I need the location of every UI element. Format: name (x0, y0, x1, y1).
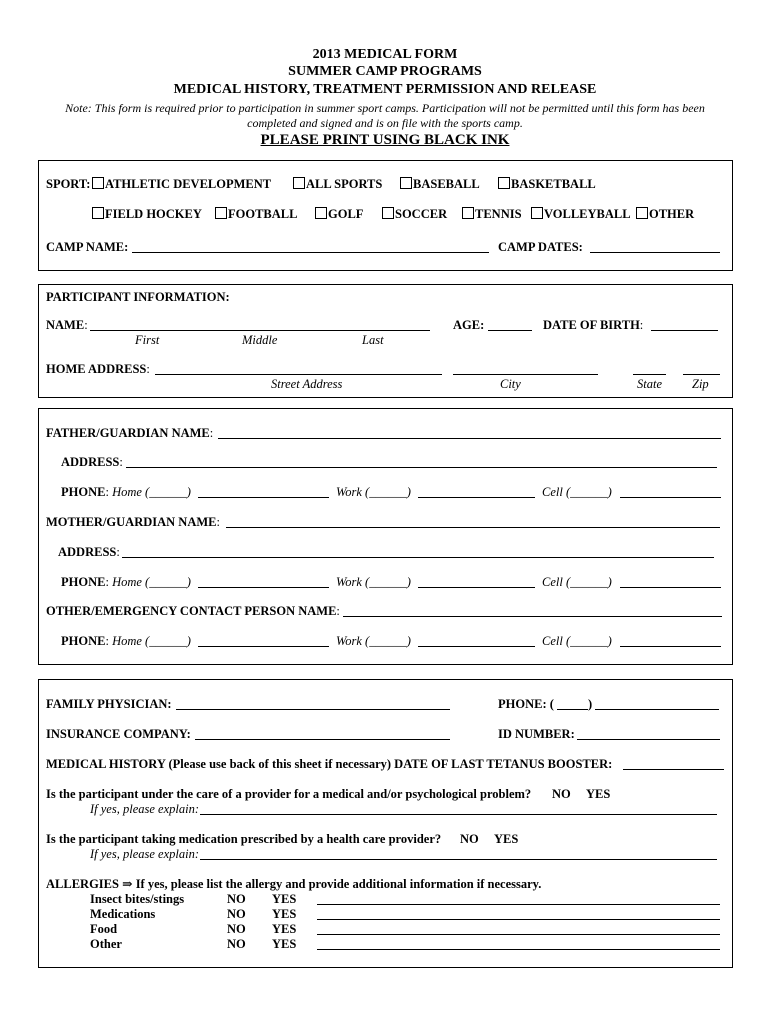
camp-name-label: CAMP NAME: (46, 240, 129, 254)
sport-option-field-hockey[interactable]: FIELD HOCKEY (92, 207, 202, 221)
last-caption: Last (362, 333, 384, 347)
father-cell-label: Cell (______) (542, 485, 612, 499)
physician-phone-field[interactable] (595, 709, 719, 710)
medication-explain-label: If yes, please explain: (90, 847, 199, 861)
father-name-label: FATHER/GUARDIAN NAME (46, 426, 210, 440)
emergency-phone-label: PHONE (61, 634, 106, 648)
father-name-field[interactable] (218, 438, 721, 439)
mother-home-phone-field[interactable] (198, 587, 329, 588)
participant-name-field[interactable] (90, 330, 430, 331)
checkbox-icon[interactable] (382, 207, 394, 219)
mother-address-field[interactable] (122, 557, 714, 558)
emergency-home-phone-field[interactable] (198, 646, 329, 647)
arrow-right-icon: ⇒ (122, 877, 133, 891)
allergy-insect-no[interactable]: NO (227, 892, 246, 906)
allergy-food-field[interactable] (317, 934, 720, 935)
city-caption: City (500, 377, 521, 391)
father-home-phone-field[interactable] (198, 497, 329, 498)
sport-option-volleyball[interactable]: VOLLEYBALL (531, 207, 631, 221)
checkbox-icon[interactable] (315, 207, 327, 219)
camp-dates-field[interactable] (590, 252, 720, 253)
allergy-other-no[interactable]: NO (227, 937, 246, 951)
first-caption: First (135, 333, 160, 347)
dob-label: DATE OF BIRTH (543, 318, 640, 332)
sport-option-golf[interactable]: GOLF (315, 207, 363, 221)
allergy-insect-yes[interactable]: YES (272, 892, 297, 906)
insurance-label: INSURANCE COMPANY: (46, 727, 191, 741)
participant-heading: PARTICIPANT INFORMATION: (46, 290, 230, 304)
provider-care-yes[interactable]: YES (586, 787, 611, 801)
mother-address-label: ADDRESS (58, 545, 117, 559)
mother-name-label: MOTHER/GUARDIAN NAME (46, 515, 217, 529)
allergy-food-no[interactable]: NO (227, 922, 246, 936)
home-address-label: HOME ADDRESS (46, 362, 147, 376)
physician-field[interactable] (176, 709, 450, 710)
mother-work-phone-field[interactable] (418, 587, 535, 588)
father-address-field[interactable] (126, 467, 717, 468)
provider-care-question: Is the participant under the care of a provider for a medical and/or psychological problem? (46, 787, 532, 801)
medication-yes[interactable]: YES (494, 832, 519, 846)
allergy-medications-label: Medications (90, 907, 156, 921)
zip-caption: Zip (692, 377, 709, 391)
middle-caption: Middle (242, 333, 278, 347)
camp-dates-label: CAMP DATES: (498, 240, 583, 254)
father-work-phone-field[interactable] (418, 497, 535, 498)
emergency-contact-field[interactable] (343, 616, 722, 617)
checkbox-icon[interactable] (462, 207, 474, 219)
form-title-year: 2013 MEDICAL FORM (312, 47, 458, 62)
insurance-field[interactable] (195, 739, 450, 740)
age-field[interactable] (488, 330, 532, 331)
emergency-cell-phone-field[interactable] (620, 646, 721, 647)
sport-option-tennis[interactable]: TENNIS (462, 207, 522, 221)
allergy-food-label: Food (90, 922, 118, 936)
zip-field[interactable] (683, 374, 720, 375)
checkbox-icon[interactable] (293, 177, 305, 189)
form-title-programs: SUMMER CAMP PROGRAMS (288, 64, 482, 79)
emergency-work-label: Work (______) (336, 634, 411, 648)
checkbox-icon[interactable] (531, 207, 543, 219)
state-caption: State (637, 377, 662, 391)
father-cell-phone-field[interactable] (620, 497, 721, 498)
emergency-contact-label: OTHER/EMERGENCY CONTACT PERSON NAME (46, 604, 337, 618)
mother-phone-label: PHONE (61, 575, 106, 589)
print-instruction: PLEASE PRINT USING BLACK INK (260, 132, 510, 148)
sport-option-other[interactable]: OTHER (636, 207, 694, 221)
mother-cell-label: Cell (______) (542, 575, 612, 589)
physician-phone-close: ) (588, 697, 593, 711)
name-label: NAME (46, 318, 85, 332)
allergies-instruction: If yes, please list the allergy and provide additional information if necessary. (135, 877, 542, 891)
sport-option-football[interactable]: FOOTBALL (215, 207, 297, 221)
provider-care-explain-label: If yes, please explain: (90, 802, 199, 816)
mother-name-field[interactable] (226, 527, 720, 528)
father-work-label: Work (______) (336, 485, 411, 499)
father-phone-label: PHONE (61, 485, 106, 499)
allergy-medications-no[interactable]: NO (227, 907, 246, 921)
medical-history-label: MEDICAL HISTORY (Please use back of this sheet if necessary) DATE OF LAST TETANUS BOOSTER: (46, 757, 613, 771)
sport-option-all-sports[interactable]: ALL SPORTS (293, 177, 382, 191)
checkbox-icon[interactable] (92, 207, 104, 219)
checkbox-icon[interactable] (215, 207, 227, 219)
tetanus-booster-field[interactable] (623, 769, 724, 770)
contacts-section (38, 408, 733, 665)
id-number-label: ID NUMBER: (498, 727, 575, 741)
medication-no[interactable]: NO (460, 832, 479, 846)
sport-option-athletic-development[interactable]: ATHLETIC DEVELOPMENT (92, 177, 271, 191)
id-number-field[interactable] (577, 739, 720, 740)
age-label: AGE: (453, 318, 485, 332)
mother-work-label: Work (______) (336, 575, 411, 589)
provider-care-explain-field[interactable] (200, 814, 717, 815)
medication-explain-field[interactable] (200, 859, 717, 860)
dob-field[interactable] (651, 330, 718, 331)
physician-label: FAMILY PHYSICIAN: (46, 697, 172, 711)
father-address-label: ADDRESS (61, 455, 120, 469)
state-field[interactable] (633, 374, 666, 375)
medication-question: Is the participant taking medication prescribed by a health care provider? (46, 832, 442, 846)
form-title-release: MEDICAL HISTORY, TREATMENT PERMISSION AND RELEASE (173, 82, 597, 97)
physician-area-code-field[interactable] (557, 709, 588, 710)
allergy-medications-yes[interactable]: YES (272, 907, 297, 921)
sport-label: SPORT: (46, 177, 91, 191)
form-note-line1: Note: This form is required prior to participation in summer sport camps. Participation will not be permitted until this form has been (65, 101, 705, 115)
medical-section (38, 679, 733, 968)
allergy-food-yes[interactable]: YES (272, 922, 297, 936)
form-note-line2: completed and signed and is on file with the sports camp. (247, 116, 523, 130)
allergy-insect-label: Insect bites/stings (90, 892, 185, 906)
allergy-other-yes[interactable]: YES (272, 937, 297, 951)
mother-cell-phone-field[interactable] (620, 587, 721, 588)
allergy-other-field[interactable] (317, 949, 720, 950)
allergies-label: ALLERGIES (46, 877, 119, 891)
sport-option-soccer[interactable]: SOCCER (382, 207, 447, 221)
checkbox-icon[interactable] (92, 177, 104, 189)
checkbox-icon[interactable] (498, 177, 510, 189)
checkbox-icon[interactable] (400, 177, 412, 189)
emergency-work-phone-field[interactable] (418, 646, 535, 647)
allergy-other-label: Other (90, 937, 122, 951)
camp-name-field[interactable] (132, 252, 489, 253)
emergency-cell-label: Cell (______) (542, 634, 612, 648)
sport-option-basketball[interactable]: BASKETBALL (498, 177, 596, 191)
street-caption: Street Address (271, 377, 343, 391)
allergy-medications-field[interactable] (317, 919, 720, 920)
sport-option-baseball[interactable]: BASEBALL (400, 177, 480, 191)
street-address-field[interactable] (155, 374, 442, 375)
city-field[interactable] (453, 374, 598, 375)
physician-phone-label: PHONE: ( (498, 697, 554, 711)
allergy-insect-field[interactable] (317, 904, 720, 905)
provider-care-no[interactable]: NO (552, 787, 571, 801)
checkbox-icon[interactable] (636, 207, 648, 219)
